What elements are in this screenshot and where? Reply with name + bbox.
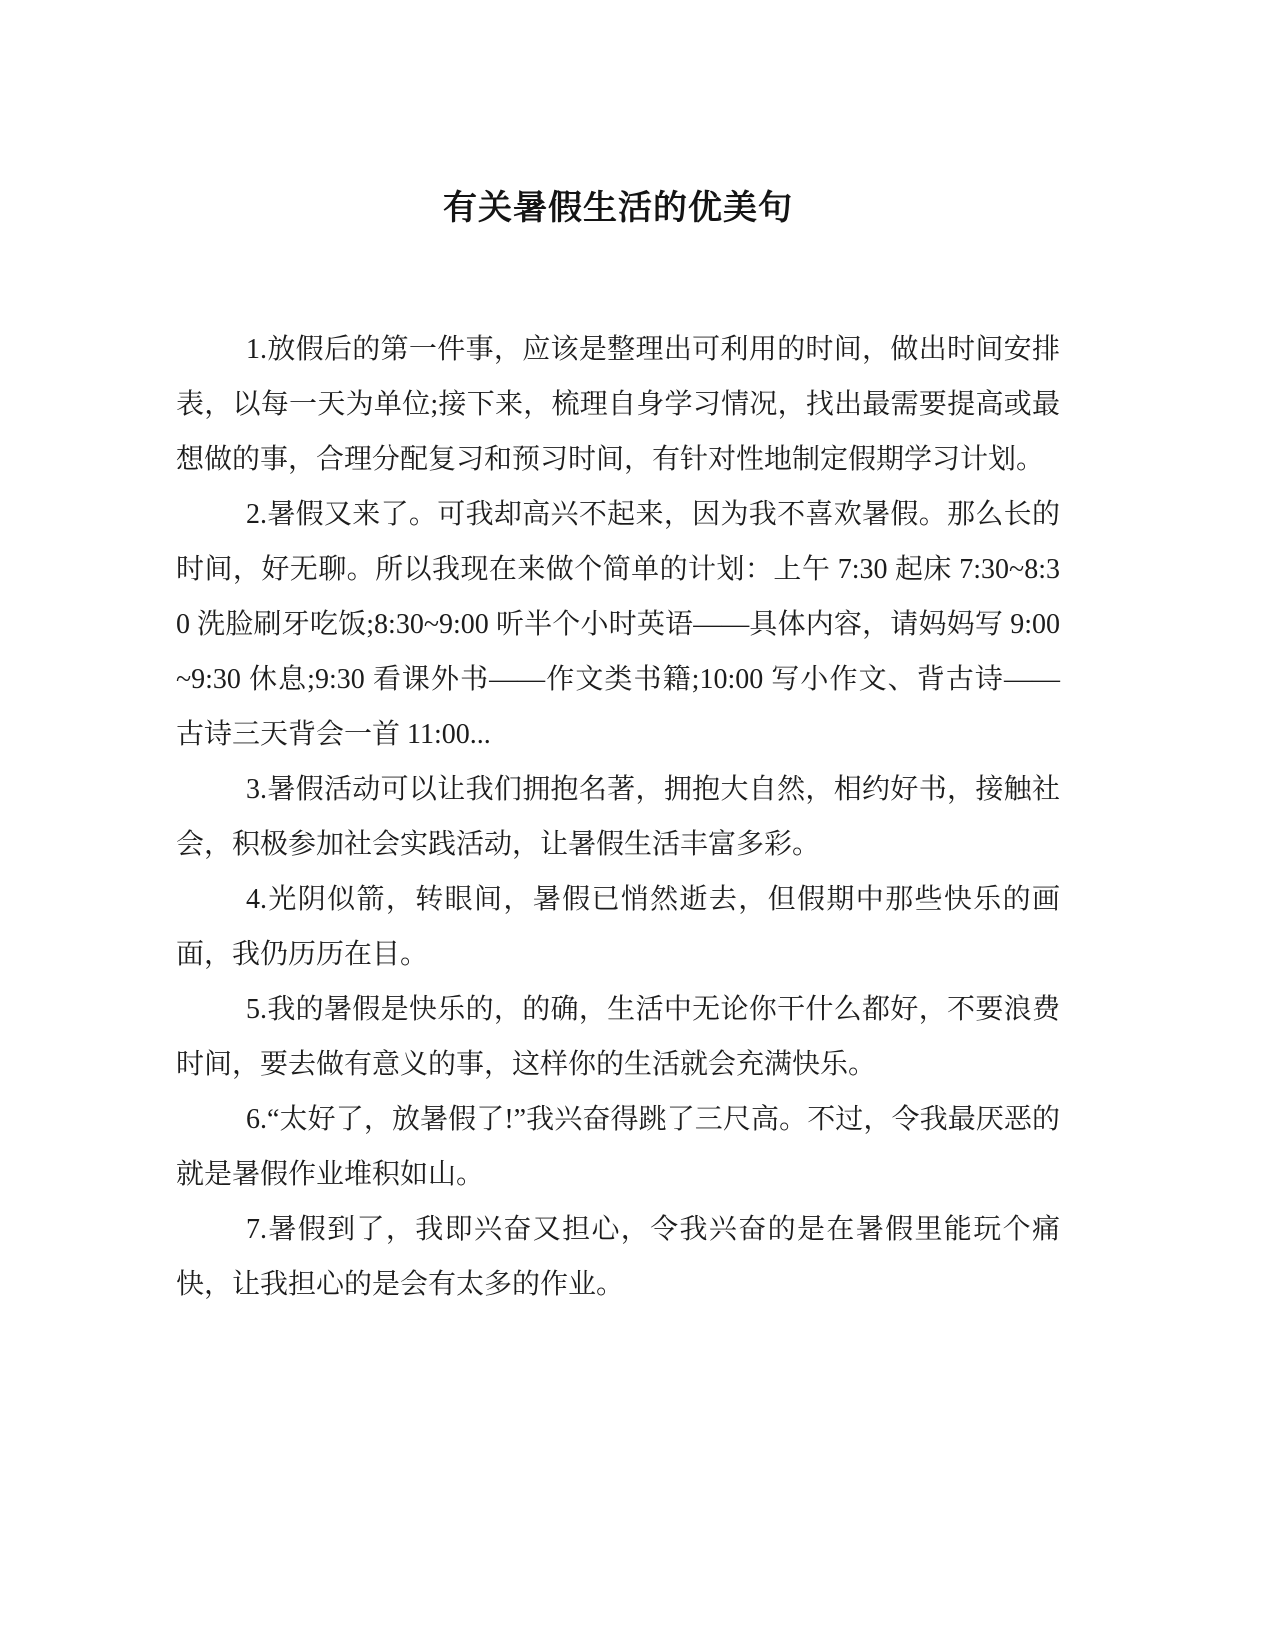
paragraph-4: 4.光阴似箭，转眼间，暑假已悄然逝去，但假期中那些快乐的画面，我仍历历在目。 (176, 884, 1060, 970)
paragraph-3: 3.暑假活动可以让我们拥抱名著，拥抱大自然，相约好书，接触社会，积极参加社会实践活动，让暑假生活丰富多彩。 (176, 774, 1060, 860)
paragraph-5: 5.我的暑假是快乐的，的确，生活中无论你干什么都好，不要浪费时间，要去做有意义的事，这样你的生活就会充满快乐。 (176, 994, 1060, 1080)
paragraph-6: 6.“太好了，放暑假了!”我兴奋得跳了三尺高。不过，令我最厌恶的就是暑假作业堆积如山。 (176, 1104, 1060, 1190)
paragraph-1: 1.放假后的第一件事，应该是整理出可利用的时间，做出时间安排表，以每一天为单位;接下来，梳理自身学习情况，找出最需要提高或最想做的事，合理分配复习和预习时间，有针对性地制定假期学习计划。 (176, 334, 1060, 475)
paragraph-2: 2.暑假又来了。可我却高兴不起来，因为我不喜欢暑假。那么长的时间，好无聊。所以我现在来做个简单的计划：上午 7:30 起床 7:30~8:30 洗脸刷牙吃饭;8:30~9:00 听半个小时英语——具体内容，请妈妈写 9:00~9:30 休息;9:30 看课外书——作文类书籍;10:00 写小作文、背古诗——古诗三天背会一首 11:00... (176, 499, 1060, 750)
document-body (176, 322, 1060, 1312)
document-title: 有关暑假生活的优美句 (443, 189, 793, 227)
paragraph-7: 7.暑假到了，我即兴奋又担心，令我兴奋的是在暑假里能玩个痛快，让我担心的是会有太多的作业。 (176, 1214, 1060, 1300)
